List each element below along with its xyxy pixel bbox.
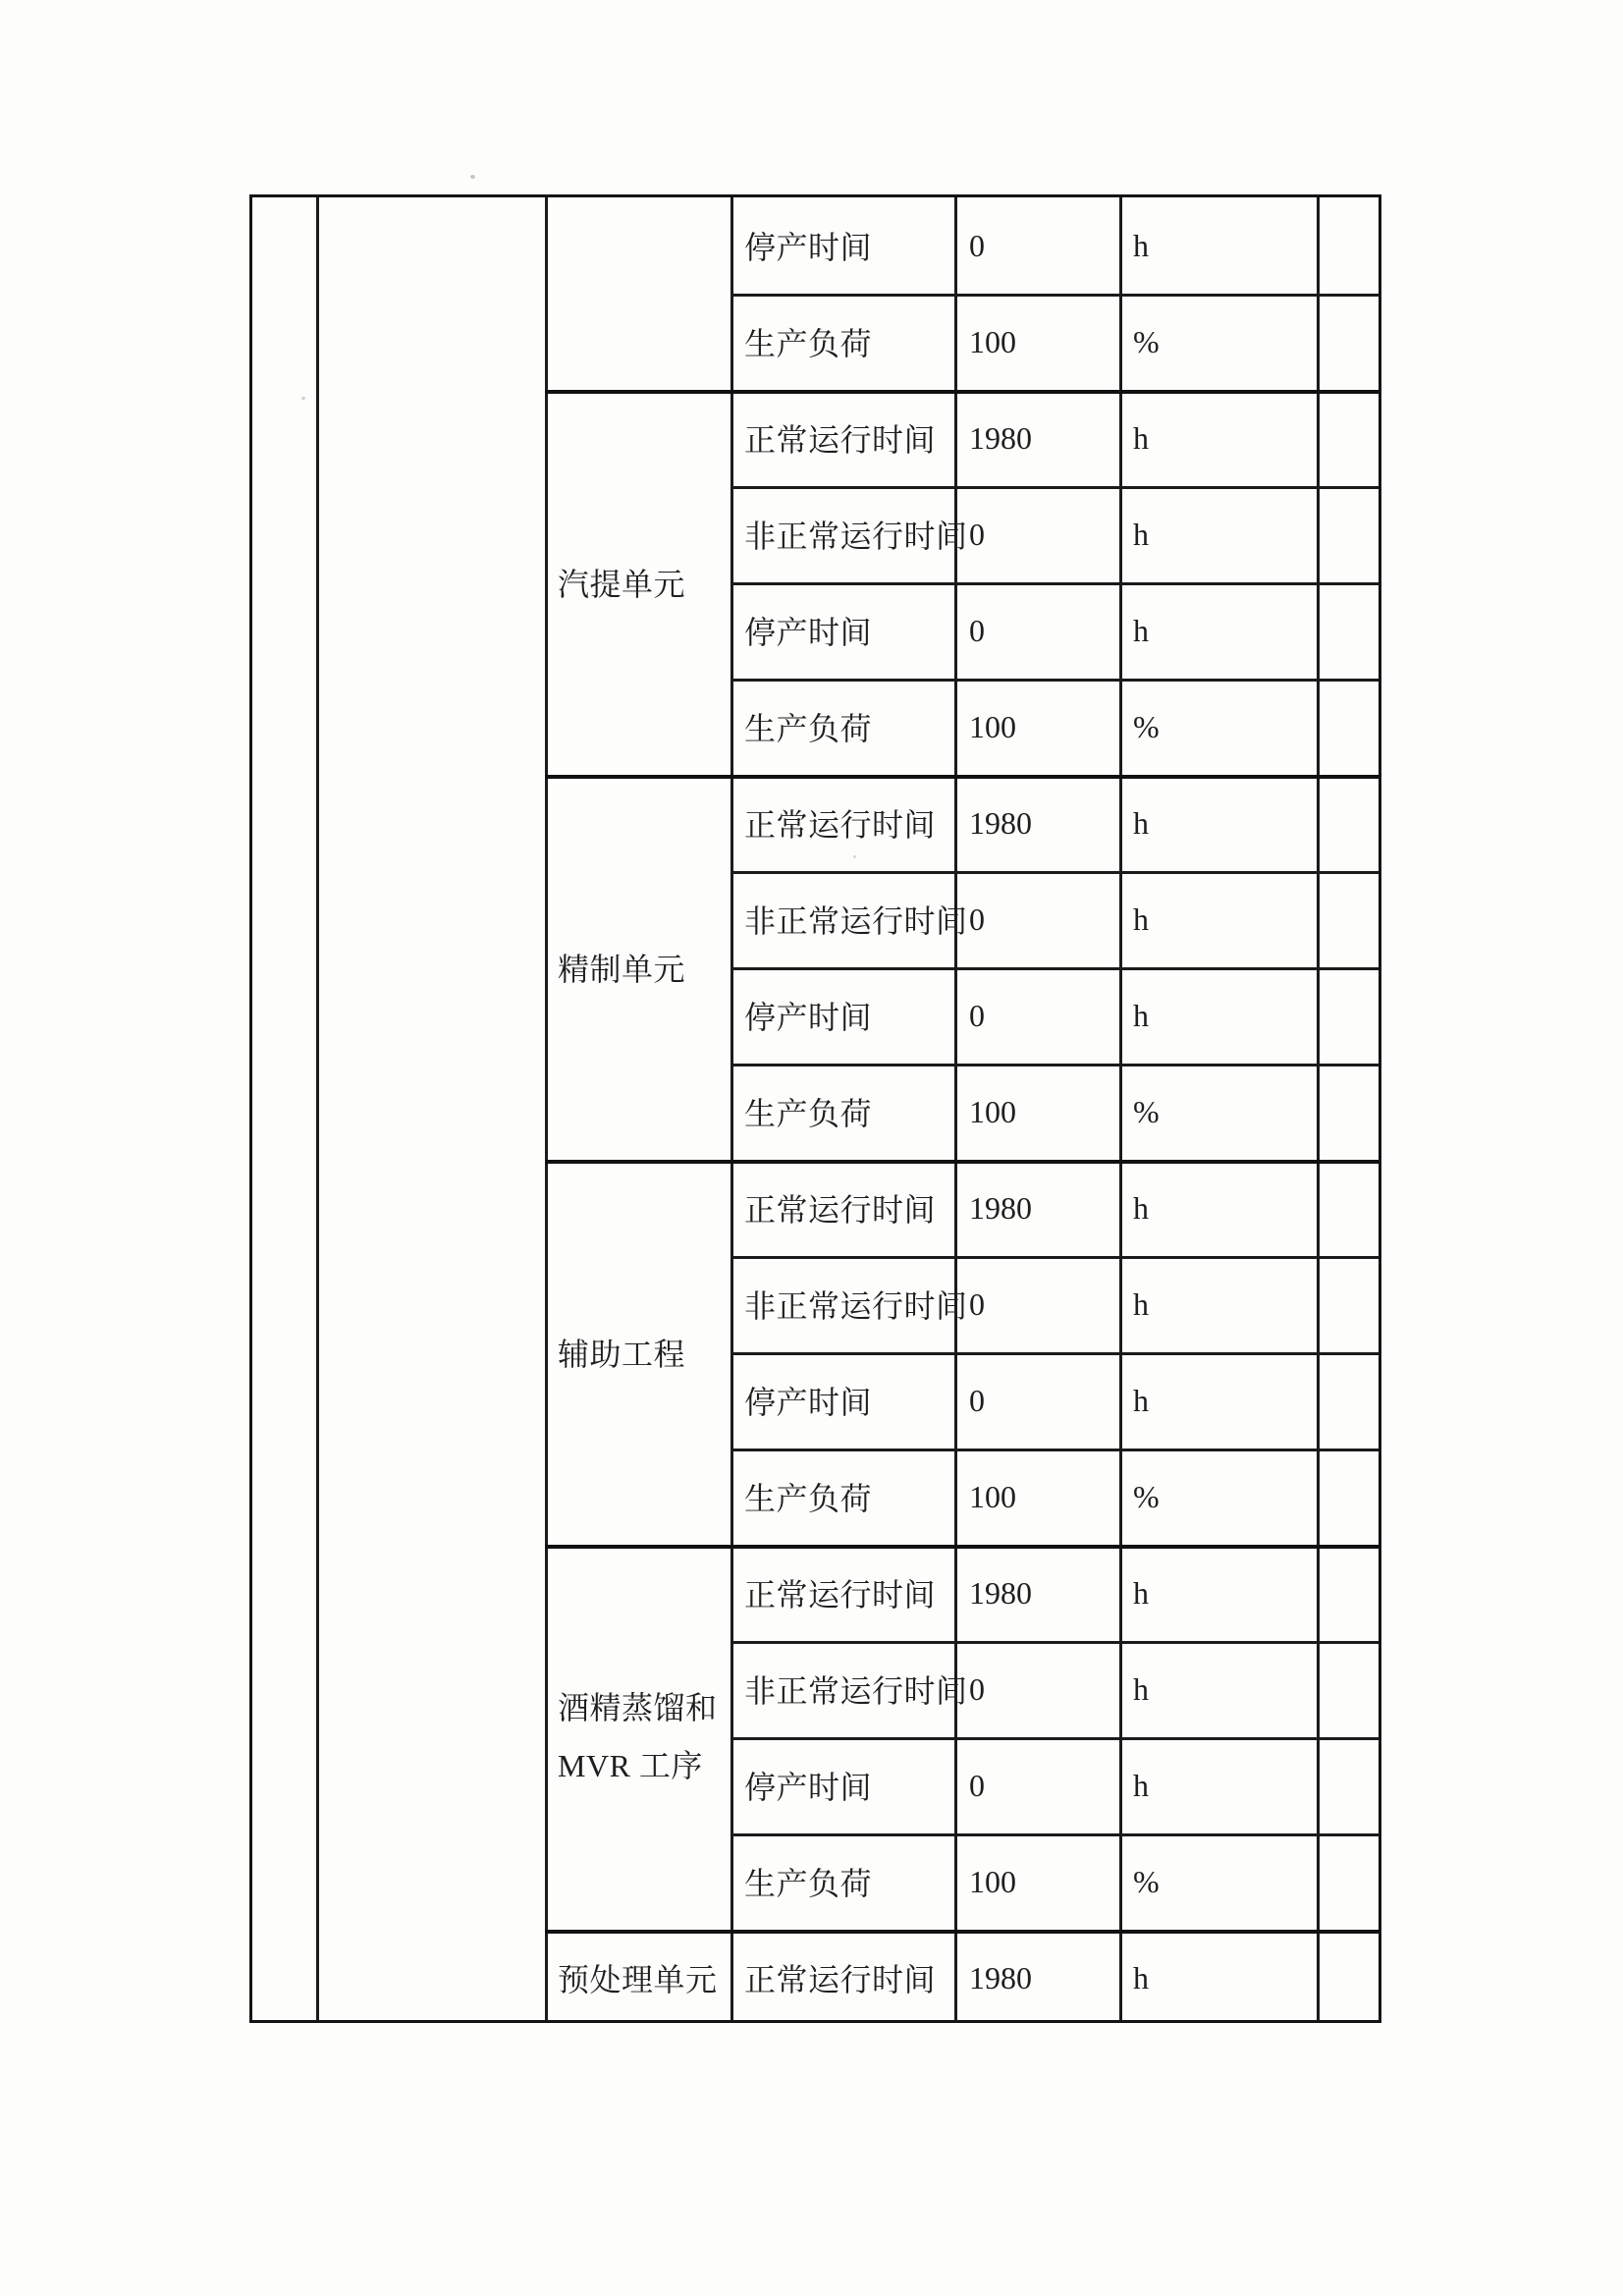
metric-unit: h: [1133, 1574, 1149, 1611]
metric-value: 100: [969, 1478, 1016, 1514]
metric-unit: %: [1133, 1478, 1160, 1514]
metric-value: 0: [969, 1382, 985, 1418]
unit-name-cell: [545, 1160, 730, 1545]
table-row: [730, 1449, 1379, 1545]
table-grid-vline: [316, 197, 319, 2020]
metric-unit: h: [1133, 804, 1149, 841]
metric-value: 100: [969, 323, 1016, 359]
metric-unit: h: [1133, 1959, 1149, 1995]
metric-unit: h: [1133, 901, 1149, 937]
metric-label: 正常运行时间: [744, 807, 937, 843]
metric-value: 0: [969, 1767, 985, 1803]
table-row: [730, 871, 1379, 967]
metric-label: 正常运行时间: [744, 422, 937, 458]
metric-label: 生产负荷: [744, 1866, 873, 1901]
table-row: [730, 390, 1379, 486]
metric-unit: h: [1133, 612, 1149, 648]
table-row: [730, 1256, 1379, 1352]
metric-unit: h: [1133, 997, 1149, 1033]
unit-name-label: 辅助工程: [558, 1337, 686, 1372]
table-row: [730, 1064, 1379, 1160]
table-row: [730, 294, 1379, 390]
metric-value: 0: [969, 516, 985, 552]
metric-unit: h: [1133, 1382, 1149, 1418]
unit-name-line2: MVR 工序: [558, 1748, 703, 1783]
table-row: [730, 1737, 1379, 1833]
unit-name-line1: 酒精蒸馏和: [558, 1689, 718, 1725]
table-row: [730, 1930, 1379, 2026]
metric-label: 生产负荷: [744, 1481, 873, 1516]
table-row: [730, 582, 1379, 679]
metric-value: 0: [969, 227, 985, 263]
metric-unit: %: [1133, 1093, 1160, 1129]
scan-speck: [470, 175, 475, 179]
unit-name-cell: [545, 390, 730, 775]
table-row: [730, 1545, 1379, 1641]
unit-name-cell: [545, 1545, 730, 1930]
table-row: [730, 775, 1379, 871]
production-units-table: [249, 194, 1381, 2023]
metric-unit: h: [1133, 1189, 1149, 1226]
unit-name-cell: [545, 1930, 730, 2026]
metric-label: 停产时间: [744, 1770, 873, 1805]
metric-label: 非正常运行时间: [744, 903, 968, 939]
metric-value: 0: [969, 901, 985, 937]
metric-label: 停产时间: [744, 1385, 873, 1420]
metric-unit: h: [1133, 1285, 1149, 1322]
table-row: [730, 197, 1379, 294]
metric-unit: h: [1133, 227, 1149, 263]
metric-unit: %: [1133, 323, 1160, 359]
metric-label: 非正常运行时间: [744, 1673, 968, 1709]
unit-name-label: [558, 1679, 718, 1795]
unit-name-label: 汽提单元: [558, 567, 686, 602]
metric-value: 1980: [969, 804, 1032, 841]
metric-label: 非正常运行时间: [744, 519, 968, 554]
metric-value: 0: [969, 612, 985, 648]
metric-unit: h: [1133, 419, 1149, 456]
metric-label: 正常运行时间: [744, 1962, 937, 1997]
table-row: [730, 486, 1379, 582]
metric-label: 停产时间: [744, 1000, 873, 1035]
unit-name-label: 精制单元: [558, 952, 686, 987]
metric-value: 1980: [969, 419, 1032, 456]
metric-label: 停产时间: [744, 615, 873, 650]
metric-value: 1980: [969, 1574, 1032, 1611]
metric-value: 100: [969, 1863, 1016, 1899]
metric-label: 正常运行时间: [744, 1192, 937, 1228]
metric-value: 0: [969, 1670, 985, 1707]
metric-label: 生产负荷: [744, 1096, 873, 1131]
metric-value: 1980: [969, 1189, 1032, 1226]
metric-label: 生产负荷: [744, 326, 873, 361]
metric-unit: h: [1133, 1767, 1149, 1803]
metric-value: 1980: [969, 1959, 1032, 1995]
metric-label: 非正常运行时间: [744, 1288, 968, 1324]
table-row: [730, 1641, 1379, 1737]
metric-unit: %: [1133, 1863, 1160, 1899]
unit-name-cell: [545, 775, 730, 1160]
metric-label: 生产负荷: [744, 711, 873, 746]
table-row: [730, 1160, 1379, 1256]
metric-unit: h: [1133, 516, 1149, 552]
table-row: [730, 967, 1379, 1064]
metric-label: 正常运行时间: [744, 1577, 937, 1613]
metric-unit: %: [1133, 708, 1160, 744]
table-row: [730, 1352, 1379, 1449]
metric-value: 0: [969, 1285, 985, 1322]
metric-unit: h: [1133, 1670, 1149, 1707]
unit-name-label: 预处理单元: [558, 1962, 718, 1997]
metric-label: 停产时间: [744, 230, 873, 265]
table-row: [730, 679, 1379, 775]
table-row: [730, 1833, 1379, 1930]
metric-value: 100: [969, 1093, 1016, 1129]
metric-value: 0: [969, 997, 985, 1033]
metric-value: 100: [969, 708, 1016, 744]
